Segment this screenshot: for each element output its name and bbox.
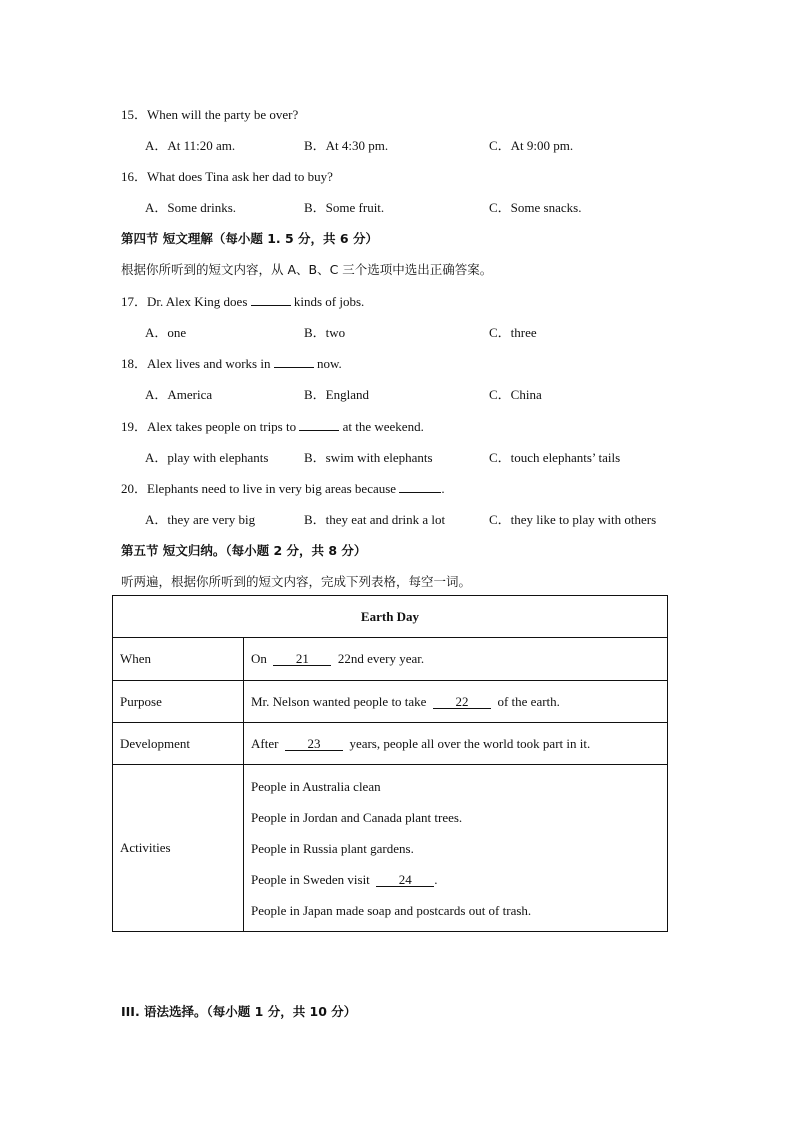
- section-4-title: 第四节 短文理解（每小题 1. 5 分，共 6 分）: [121, 231, 378, 246]
- question-17-stem: 17．Dr. Alex King does kinds of jobs.: [121, 294, 365, 309]
- activity-sweden: People in Sweden visit 24 .: [251, 871, 438, 887]
- activity-jordan-canada: People in Jordan and Canada plant trees.: [251, 809, 463, 825]
- question-15-option-c: C．At 9:00 pm.: [489, 138, 574, 153]
- row-value-development: After 23 years, people all over the world took part in it.: [244, 723, 668, 765]
- question-19-option-a: A．play with elephants: [145, 450, 269, 465]
- answer-blank: [251, 293, 291, 306]
- question-17-option-c: C．three: [489, 325, 537, 340]
- question-17-option-b: B．two: [304, 325, 346, 340]
- row-label-when: When: [113, 638, 244, 681]
- row-label-purpose: Purpose: [113, 681, 244, 723]
- question-16-option-a: A．Some drinks.: [145, 200, 237, 215]
- answer-blank: [399, 480, 441, 493]
- blank-24: 24: [376, 873, 434, 887]
- answer-blank: [274, 355, 314, 368]
- row-value-activities: [244, 765, 668, 932]
- answer-blank: [299, 418, 339, 431]
- question-17-option-a: A．one: [145, 325, 187, 340]
- activity-russia: People in Russia plant gardens.: [251, 840, 414, 856]
- question-15-option-a: A．At 11:20 am.: [145, 138, 236, 153]
- blank-21: 21: [273, 652, 331, 666]
- earth-day-table: [112, 595, 668, 932]
- question-18-option-c: C．China: [489, 387, 542, 402]
- row-value-when: On 21 22nd every year.: [244, 638, 668, 681]
- question-20-stem: 20．Elephants need to live in very big areas because .: [121, 481, 445, 496]
- question-20-option-c: C．they like to play with others: [489, 512, 657, 527]
- question-19-option-b: B．swim with elephants: [304, 450, 433, 465]
- row-value-purpose: Mr. Nelson wanted people to take 22 of the earth.: [244, 681, 668, 723]
- question-16-stem: 16．What does Tina ask her dad to buy?: [121, 169, 333, 184]
- question-19-stem: 19．Alex takes people on trips to at the weekend.: [121, 419, 424, 434]
- question-16-option-b: B．Some fruit.: [304, 200, 385, 215]
- question-15-stem: 15．When will the party be over?: [121, 107, 299, 122]
- question-20-option-b: B．they eat and drink a lot: [304, 512, 446, 527]
- activity-japan: People in Japan made soap and postcards out of trash.: [251, 902, 532, 918]
- section-4-instruction: 根据你所听到的短文内容，从 A、B、C 三个选项中选出正确答案。: [121, 262, 493, 277]
- question-15-option-b: B．At 4:30 pm.: [304, 138, 389, 153]
- blank-22: 22: [433, 695, 491, 709]
- section-5-title: 第五节 短文归纳。（每小题 2 分，共 8 分）: [121, 543, 367, 558]
- table-title: Earth Day: [113, 596, 668, 638]
- part-3-title: III. 语法选择。（每小题 1 分，共 10 分）: [121, 1004, 357, 1019]
- blank-23: 23: [285, 737, 343, 751]
- activity-australia: People in Australia clean: [251, 778, 381, 794]
- question-16-option-c: C．Some snacks.: [489, 200, 582, 215]
- question-19-option-c: C．touch elephants’ tails: [489, 450, 621, 465]
- section-5-instruction: 听两遍，根据你所听到的短文内容，完成下列表格，每空一词。: [121, 574, 472, 589]
- question-18-stem: 18．Alex lives and works in now.: [121, 356, 342, 371]
- row-label-activities: Activities: [113, 765, 244, 932]
- row-label-development: Development: [113, 723, 244, 765]
- question-20-option-a: A．they are very big: [145, 512, 256, 527]
- question-18-option-a: A．America: [145, 387, 213, 402]
- question-18-option-b: B．England: [304, 387, 369, 402]
